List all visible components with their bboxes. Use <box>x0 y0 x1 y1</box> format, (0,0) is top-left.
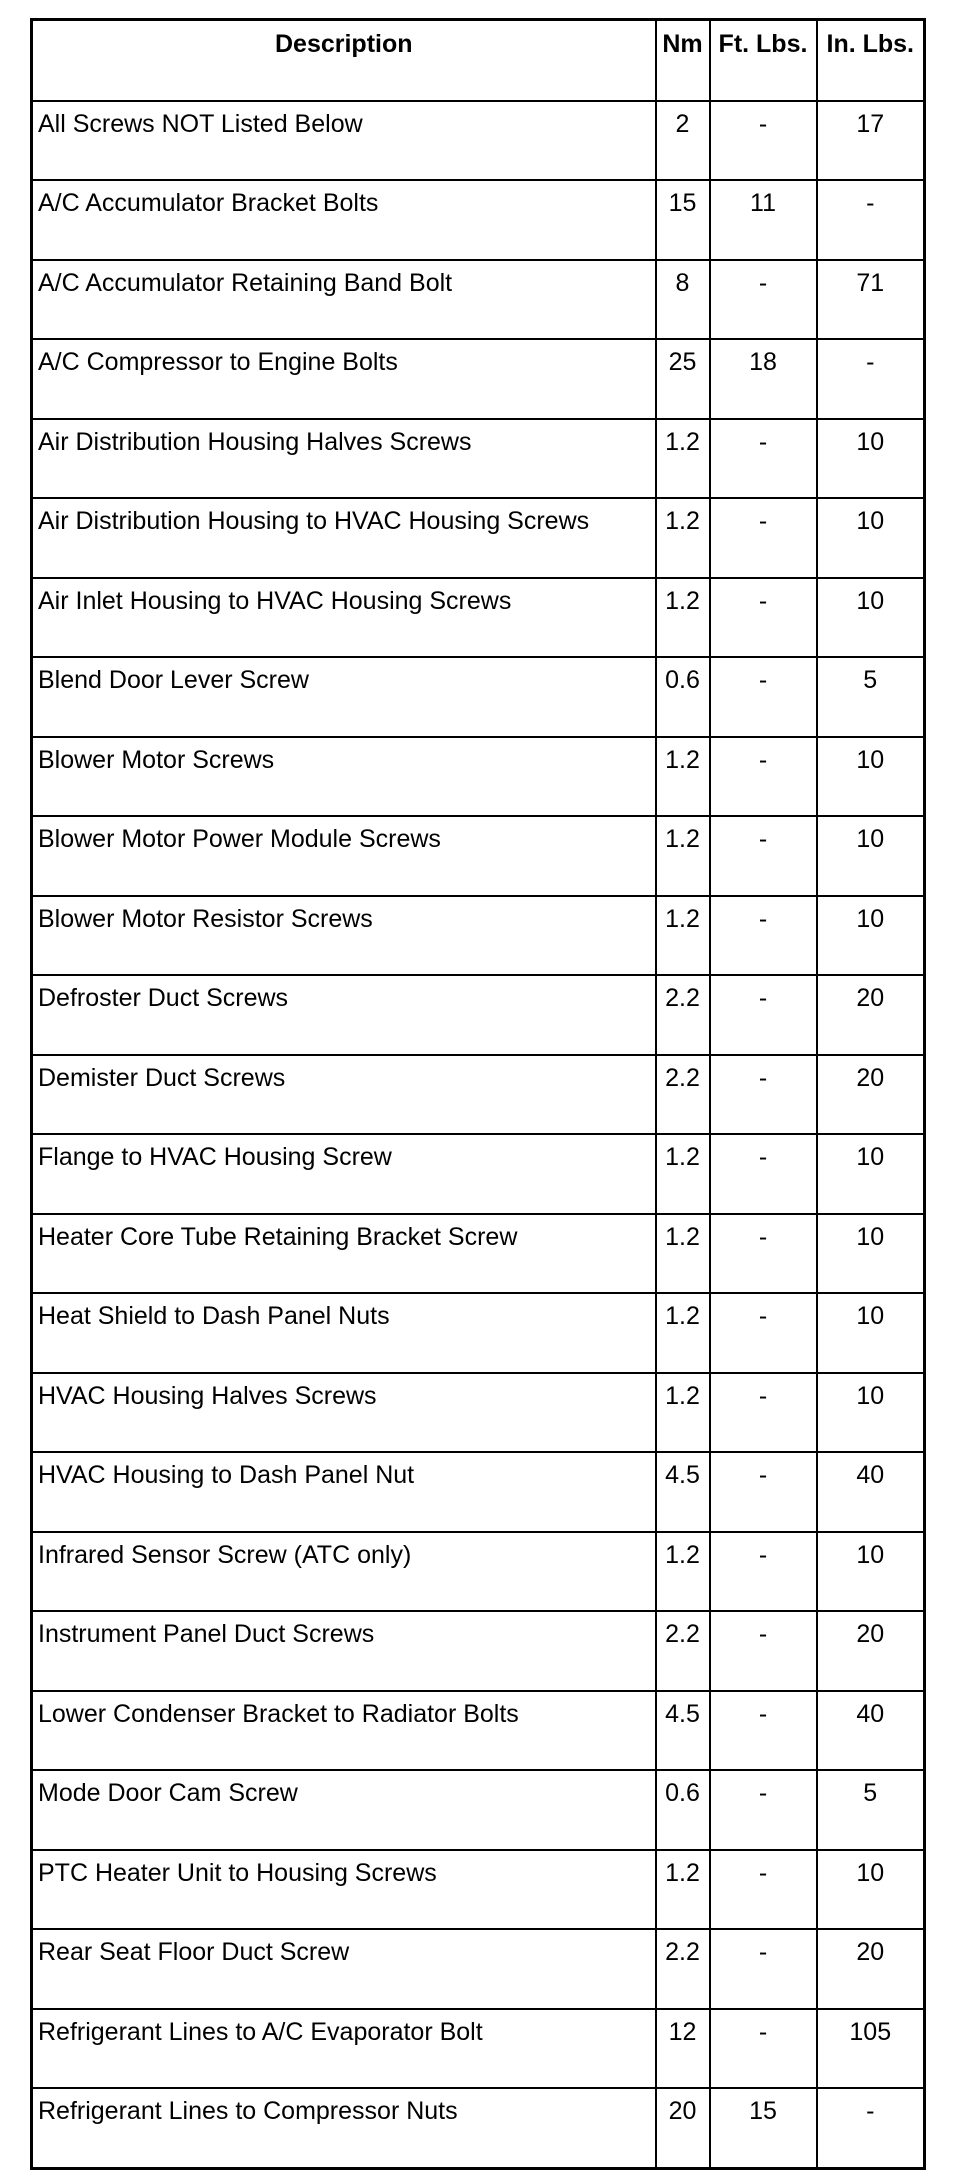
table-row <box>32 1134 925 1214</box>
cell-ft-lbs: - <box>710 1134 817 1214</box>
table-row <box>32 419 925 499</box>
cell-nm: 4.5 <box>656 1691 710 1771</box>
cell-ft-lbs: - <box>710 1452 817 1532</box>
cell-ft-lbs: - <box>710 1293 817 1373</box>
cell-description: Blend Door Lever Screw <box>32 657 656 737</box>
table-row <box>32 578 925 658</box>
cell-description: A/C Accumulator Bracket Bolts <box>32 180 656 260</box>
cell-description: Rear Seat Floor Duct Screw <box>32 1929 656 2009</box>
table-row <box>32 1452 925 1532</box>
cell-in-lbs: 105 <box>817 2009 925 2089</box>
cell-nm: 20 <box>656 2088 710 2168</box>
cell-nm: 12 <box>656 2009 710 2089</box>
cell-nm: 1.2 <box>656 1293 710 1373</box>
table-row <box>32 260 925 340</box>
cell-ft-lbs: - <box>710 1691 817 1771</box>
cell-ft-lbs: - <box>710 1055 817 1135</box>
table-row <box>32 1850 925 1930</box>
cell-in-lbs: 10 <box>817 498 925 578</box>
cell-description: Lower Condenser Bracket to Radiator Bolts <box>32 1691 656 1771</box>
cell-ft-lbs: - <box>710 2009 817 2089</box>
cell-ft-lbs: - <box>710 1850 817 1930</box>
cell-description: PTC Heater Unit to Housing Screws <box>32 1850 656 1930</box>
cell-description: Demister Duct Screws <box>32 1055 656 1135</box>
table-row <box>32 180 925 260</box>
cell-description: Instrument Panel Duct Screws <box>32 1611 656 1691</box>
table-header <box>32 20 925 101</box>
cell-ft-lbs: - <box>710 975 817 1055</box>
cell-nm: 1.2 <box>656 419 710 499</box>
cell-nm: 1.2 <box>656 498 710 578</box>
table-row <box>32 1532 925 1612</box>
cell-ft-lbs: - <box>710 737 817 817</box>
cell-description: Infrared Sensor Screw (ATC only) <box>32 1532 656 1612</box>
cell-description: Heater Core Tube Retaining Bracket Screw <box>32 1214 656 1294</box>
cell-description: Blower Motor Power Module Screws <box>32 816 656 896</box>
cell-nm: 1.2 <box>656 1134 710 1214</box>
header-nm: Nm <box>656 20 710 101</box>
cell-in-lbs: 20 <box>817 975 925 1055</box>
cell-nm: 4.5 <box>656 1452 710 1532</box>
cell-in-lbs: 20 <box>817 1611 925 1691</box>
cell-ft-lbs: - <box>710 896 817 976</box>
cell-description: A/C Accumulator Retaining Band Bolt <box>32 260 656 340</box>
table-row <box>32 1770 925 1850</box>
cell-in-lbs: 10 <box>817 816 925 896</box>
cell-in-lbs: - <box>817 2088 925 2168</box>
table-row <box>32 737 925 817</box>
cell-nm: 8 <box>656 260 710 340</box>
cell-nm: 2 <box>656 101 710 181</box>
cell-ft-lbs: - <box>710 260 817 340</box>
cell-nm: 15 <box>656 180 710 260</box>
cell-ft-lbs: 11 <box>710 180 817 260</box>
cell-in-lbs: 20 <box>817 1055 925 1135</box>
cell-in-lbs: 17 <box>817 101 925 181</box>
cell-description: Heat Shield to Dash Panel Nuts <box>32 1293 656 1373</box>
table-row <box>32 816 925 896</box>
cell-nm: 1.2 <box>656 578 710 658</box>
cell-description: Defroster Duct Screws <box>32 975 656 1055</box>
cell-nm: 1.2 <box>656 1214 710 1294</box>
cell-in-lbs: 10 <box>817 1373 925 1453</box>
table-row <box>32 1691 925 1771</box>
table-row <box>32 339 925 419</box>
cell-nm: 1.2 <box>656 737 710 817</box>
header-in-lbs: In. Lbs. <box>817 20 925 101</box>
cell-in-lbs: 5 <box>817 657 925 737</box>
cell-in-lbs: 71 <box>817 260 925 340</box>
cell-in-lbs: 10 <box>817 1293 925 1373</box>
cell-nm: 2.2 <box>656 975 710 1055</box>
cell-in-lbs: 10 <box>817 1134 925 1214</box>
table-row <box>32 1293 925 1373</box>
cell-nm: 1.2 <box>656 1850 710 1930</box>
cell-ft-lbs: - <box>710 578 817 658</box>
cell-ft-lbs: - <box>710 419 817 499</box>
cell-ft-lbs: - <box>710 101 817 181</box>
cell-ft-lbs: 15 <box>710 2088 817 2168</box>
cell-in-lbs: 40 <box>817 1691 925 1771</box>
cell-in-lbs: 10 <box>817 737 925 817</box>
cell-ft-lbs: - <box>710 1373 817 1453</box>
cell-nm: 2.2 <box>656 1611 710 1691</box>
table-row <box>32 2009 925 2089</box>
cell-description: Air Distribution Housing Halves Screws <box>32 419 656 499</box>
cell-ft-lbs: - <box>710 657 817 737</box>
cell-description: Mode Door Cam Screw <box>32 1770 656 1850</box>
cell-description: A/C Compressor to Engine Bolts <box>32 339 656 419</box>
table-row <box>32 101 925 181</box>
cell-description: Refrigerant Lines to Compressor Nuts <box>32 2088 656 2168</box>
cell-description: Air Distribution Housing to HVAC Housing Screws <box>32 498 656 578</box>
table-row <box>32 975 925 1055</box>
cell-nm: 1.2 <box>656 896 710 976</box>
cell-nm: 0.6 <box>656 657 710 737</box>
table-row <box>32 1611 925 1691</box>
table-row <box>32 896 925 976</box>
cell-description: Blower Motor Resistor Screws <box>32 896 656 976</box>
header-row <box>32 20 925 101</box>
cell-in-lbs: 40 <box>817 1452 925 1532</box>
cell-nm: 0.6 <box>656 1770 710 1850</box>
cell-in-lbs: 10 <box>817 578 925 658</box>
cell-in-lbs: 10 <box>817 419 925 499</box>
cell-in-lbs: - <box>817 339 925 419</box>
cell-ft-lbs: - <box>710 1929 817 2009</box>
cell-in-lbs: 10 <box>817 896 925 976</box>
cell-nm: 1.2 <box>656 1532 710 1612</box>
table-row <box>32 498 925 578</box>
cell-ft-lbs: - <box>710 1214 817 1294</box>
cell-in-lbs: 10 <box>817 1850 925 1930</box>
table-row <box>32 2088 925 2168</box>
header-ft-lbs: Ft. Lbs. <box>710 20 817 101</box>
cell-description: Blower Motor Screws <box>32 737 656 817</box>
cell-ft-lbs: - <box>710 816 817 896</box>
cell-in-lbs: - <box>817 180 925 260</box>
torque-spec-table <box>30 18 926 2170</box>
cell-description: Air Inlet Housing to HVAC Housing Screws <box>32 578 656 658</box>
cell-in-lbs: 5 <box>817 1770 925 1850</box>
cell-description: All Screws NOT Listed Below <box>32 101 656 181</box>
cell-description: HVAC Housing to Dash Panel Nut <box>32 1452 656 1532</box>
cell-ft-lbs: - <box>710 498 817 578</box>
cell-in-lbs: 10 <box>817 1532 925 1612</box>
cell-description: HVAC Housing Halves Screws <box>32 1373 656 1453</box>
cell-nm: 1.2 <box>656 816 710 896</box>
table-row <box>32 1214 925 1294</box>
cell-ft-lbs: - <box>710 1532 817 1612</box>
table-row <box>32 1929 925 2009</box>
cell-in-lbs: 10 <box>817 1214 925 1294</box>
table-row <box>32 1373 925 1453</box>
cell-nm: 1.2 <box>656 1373 710 1453</box>
cell-nm: 2.2 <box>656 1929 710 2009</box>
table-body <box>32 101 925 2169</box>
cell-ft-lbs: 18 <box>710 339 817 419</box>
cell-ft-lbs: - <box>710 1611 817 1691</box>
table-row <box>32 657 925 737</box>
cell-description: Refrigerant Lines to A/C Evaporator Bolt <box>32 2009 656 2089</box>
table-row <box>32 1055 925 1135</box>
cell-ft-lbs: - <box>710 1770 817 1850</box>
cell-in-lbs: 20 <box>817 1929 925 2009</box>
cell-description: Flange to HVAC Housing Screw <box>32 1134 656 1214</box>
cell-nm: 25 <box>656 339 710 419</box>
cell-nm: 2.2 <box>656 1055 710 1135</box>
header-description: Description <box>32 20 656 101</box>
